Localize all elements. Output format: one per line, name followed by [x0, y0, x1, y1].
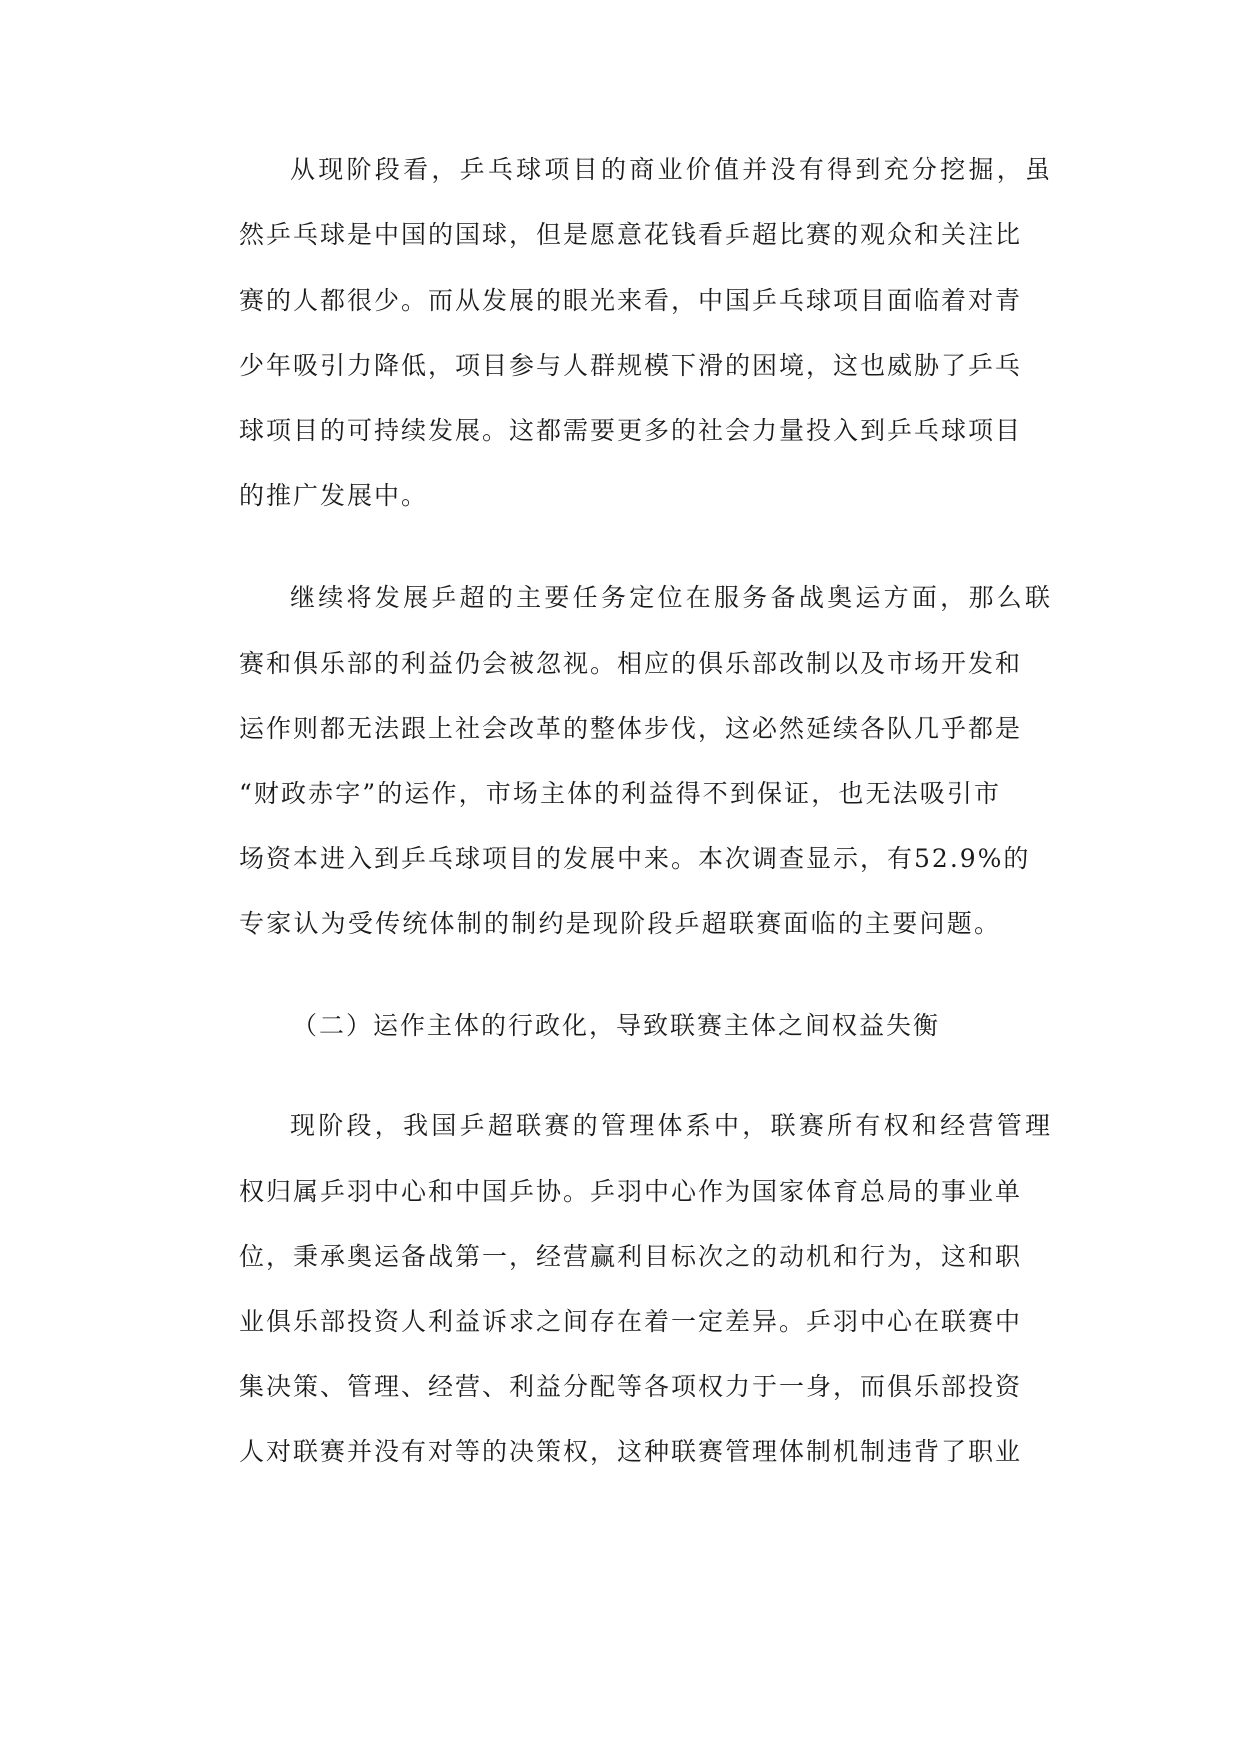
paragraph-1-line-1: 从现阶段看，乒乓球项目的商业价值并没有得到充分挖掘，虽	[290, 155, 1052, 184]
paragraph-1-line-4: 少年吸引力降低，项目参与人群规模下滑的困境，这也威胁了乒乓	[239, 351, 1023, 380]
paragraph-3-line-4: 业俱乐部投资人利益诉求之间存在着一定差异。乒羽中心在联赛中	[239, 1307, 1023, 1336]
paragraph-2-line-5: 场资本进入到乒乓球项目的发展中来。本次调查显示，有52.9%的	[239, 844, 1031, 873]
paragraph-2-line-4: “财政赤字”的运作，市场主体的利益得不到保证，也无法吸引市	[239, 779, 1001, 808]
paragraph-2-line-1: 继续将发展乒超的主要任务定位在服务备战奥运方面，那么联	[290, 583, 1052, 612]
paragraph-1-line-5: 球项目的可持续发展。这都需要更多的社会力量投入到乒乓球项目	[239, 416, 1023, 445]
paragraph-1-line-2: 然乒乓球是中国的国球，但是愿意花钱看乒超比赛的观众和关注比	[239, 220, 1023, 249]
paragraph-3-line-2: 权归属乒羽中心和中国乒协。乒羽中心作为国家体育总局的事业单	[239, 1177, 1023, 1206]
paragraph-1-line-6: 的推广发展中。	[239, 481, 429, 510]
paragraph-1-line-3: 赛的人都很少。而从发展的眼光来看，中国乒乓球项目面临着对青	[239, 286, 1023, 315]
section-heading: （二）运作主体的行政化，导致联赛主体之间权益失衡	[292, 1011, 941, 1040]
paragraph-3-line-3: 位，秉承奥运备战第一，经营赢利目标次之的动机和行为，这和职	[239, 1242, 1023, 1271]
paragraph-2-line-6: 专家认为受传统体制的制约是现阶段乒超联赛面临的主要问题。	[239, 909, 1001, 938]
paragraph-2-line-2: 赛和俱乐部的利益仍会被忽视。相应的俱乐部改制以及市场开发和	[239, 649, 1023, 678]
paragraph-3-line-1: 现阶段，我国乒超联赛的管理体系中，联赛所有权和经营管理	[290, 1111, 1052, 1140]
paragraph-3-line-6: 人对联赛并没有对等的决策权，这种联赛管理体制机制违背了职业	[239, 1437, 1023, 1466]
paragraph-2-line-3: 运作则都无法跟上社会改革的整体步伐，这必然延续各队几乎都是	[239, 714, 1023, 743]
paragraph-3-line-5: 集决策、管理、经营、利益分配等各项权力于一身，而俱乐部投资	[239, 1372, 1023, 1401]
